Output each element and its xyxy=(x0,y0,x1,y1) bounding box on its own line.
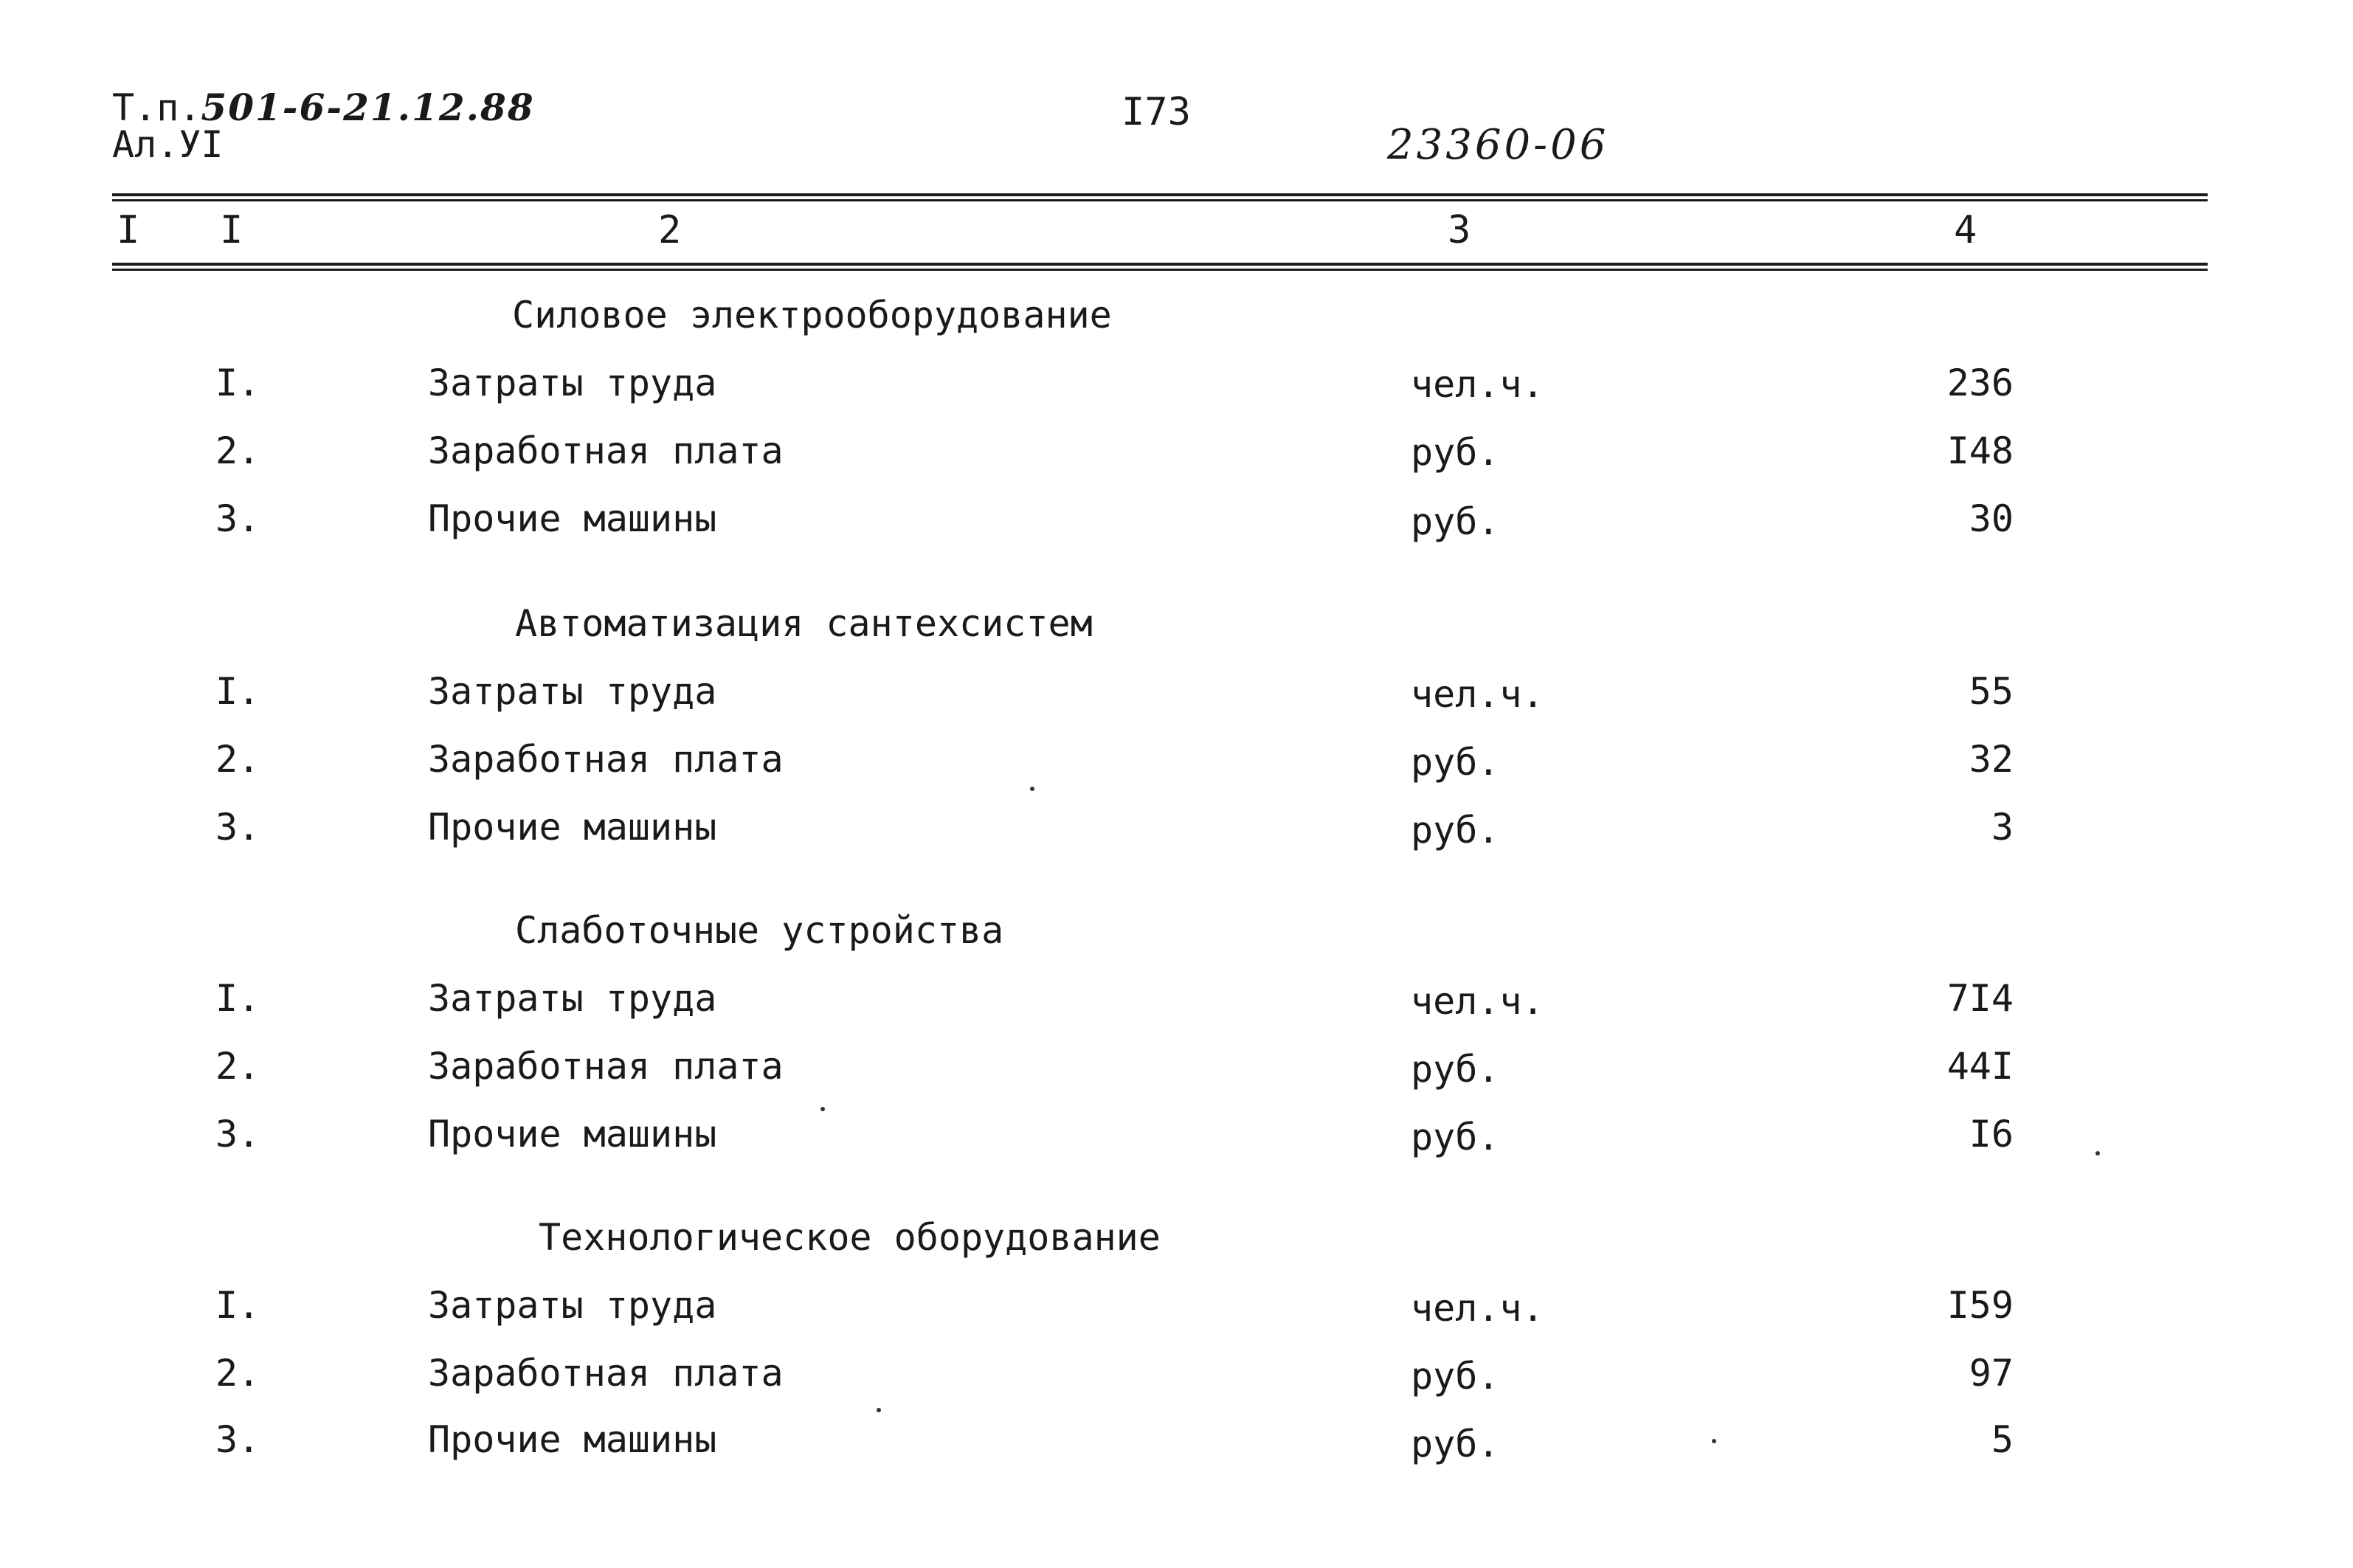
scan-speck xyxy=(1030,787,1034,791)
row-value: 236 xyxy=(1946,362,2014,404)
table-top-rule-inner xyxy=(112,199,2208,201)
row-unit: руб. xyxy=(1411,431,1500,474)
project-code-handwritten: 501-6-21.12.88 xyxy=(201,86,535,129)
row-value: 44I xyxy=(1946,1045,2014,1088)
row-name: Прочие машины xyxy=(428,1113,717,1156)
page-number: I73 xyxy=(1122,90,1191,134)
scan-speck xyxy=(2095,1151,2100,1156)
row-name: Заработная плата xyxy=(428,429,784,472)
document-number: 23360-06 xyxy=(1387,121,1609,169)
section-title: Автоматизация сантехсистем xyxy=(515,602,1093,645)
row-unit: руб. xyxy=(1411,809,1500,852)
row-number: 2. xyxy=(215,738,260,781)
column-number-4: 4 xyxy=(1954,208,1977,252)
row-number: I. xyxy=(215,1284,260,1327)
row-value: 30 xyxy=(1969,497,2014,540)
row-name: Затраты труда xyxy=(428,362,717,404)
row-value: I59 xyxy=(1946,1284,2014,1327)
row-unit: руб. xyxy=(1411,1423,1500,1465)
row-unit: руб. xyxy=(1411,1048,1500,1091)
row-number: I. xyxy=(215,977,260,1020)
scan-speck xyxy=(877,1408,881,1412)
row-name: Прочие машины xyxy=(428,806,717,849)
album-number: Ал.УI xyxy=(112,123,224,166)
project-code xyxy=(112,87,535,128)
row-value: I48 xyxy=(1946,429,2014,472)
row-value: I6 xyxy=(1969,1113,2014,1156)
section-title: Технологическое оборудование xyxy=(539,1216,1161,1259)
row-name: Прочие машины xyxy=(428,497,717,540)
row-unit: руб. xyxy=(1411,741,1500,784)
row-unit: чел.ч. xyxy=(1411,363,1544,406)
header-bottom-rule xyxy=(112,263,2208,266)
column-number-2: 2 xyxy=(658,208,682,252)
row-number: 3. xyxy=(215,1418,260,1461)
row-name: Затраты труда xyxy=(428,977,717,1020)
row-unit: чел.ч. xyxy=(1411,980,1544,1023)
row-value: 97 xyxy=(1969,1352,2014,1395)
row-value: 32 xyxy=(1969,738,2014,781)
row-number: 3. xyxy=(215,1113,260,1156)
row-unit: руб. xyxy=(1411,1116,1500,1158)
row-value: 5 xyxy=(1991,1418,2014,1461)
row-number: I. xyxy=(215,670,260,713)
table-top-rule xyxy=(112,193,2208,196)
row-unit: руб. xyxy=(1411,500,1500,543)
section-title: Силовое электрооборудование xyxy=(512,294,1112,336)
row-number: 2. xyxy=(215,1045,260,1088)
row-name: Заработная плата xyxy=(428,1352,784,1395)
row-number: I. xyxy=(215,362,260,404)
column-number-1b: I xyxy=(220,208,243,252)
row-name: Затраты труда xyxy=(428,670,717,713)
row-number: 3. xyxy=(215,497,260,540)
row-number: 3. xyxy=(215,806,260,849)
row-value: 7I4 xyxy=(1946,977,2014,1020)
row-number: 2. xyxy=(215,429,260,472)
section-title: Слаботочные устройства xyxy=(515,909,1004,952)
column-number-1: I xyxy=(117,208,140,252)
row-name: Затраты труда xyxy=(428,1284,717,1327)
row-unit: чел.ч. xyxy=(1411,673,1544,716)
row-value: 55 xyxy=(1969,670,2014,713)
row-number: 2. xyxy=(215,1352,260,1395)
scan-speck xyxy=(820,1107,825,1111)
row-value: 3 xyxy=(1991,806,2014,849)
scan-speck xyxy=(1712,1439,1716,1443)
row-unit: руб. xyxy=(1411,1355,1500,1398)
header-bottom-rule-inner xyxy=(112,269,2208,271)
column-number-3: 3 xyxy=(1448,208,1471,252)
row-name: Прочие машины xyxy=(428,1418,717,1461)
project-code-prefix: Т.п. xyxy=(112,86,201,129)
row-unit: чел.ч. xyxy=(1411,1287,1544,1330)
row-name: Заработная плата xyxy=(428,1045,784,1088)
row-name: Заработная плата xyxy=(428,738,784,781)
